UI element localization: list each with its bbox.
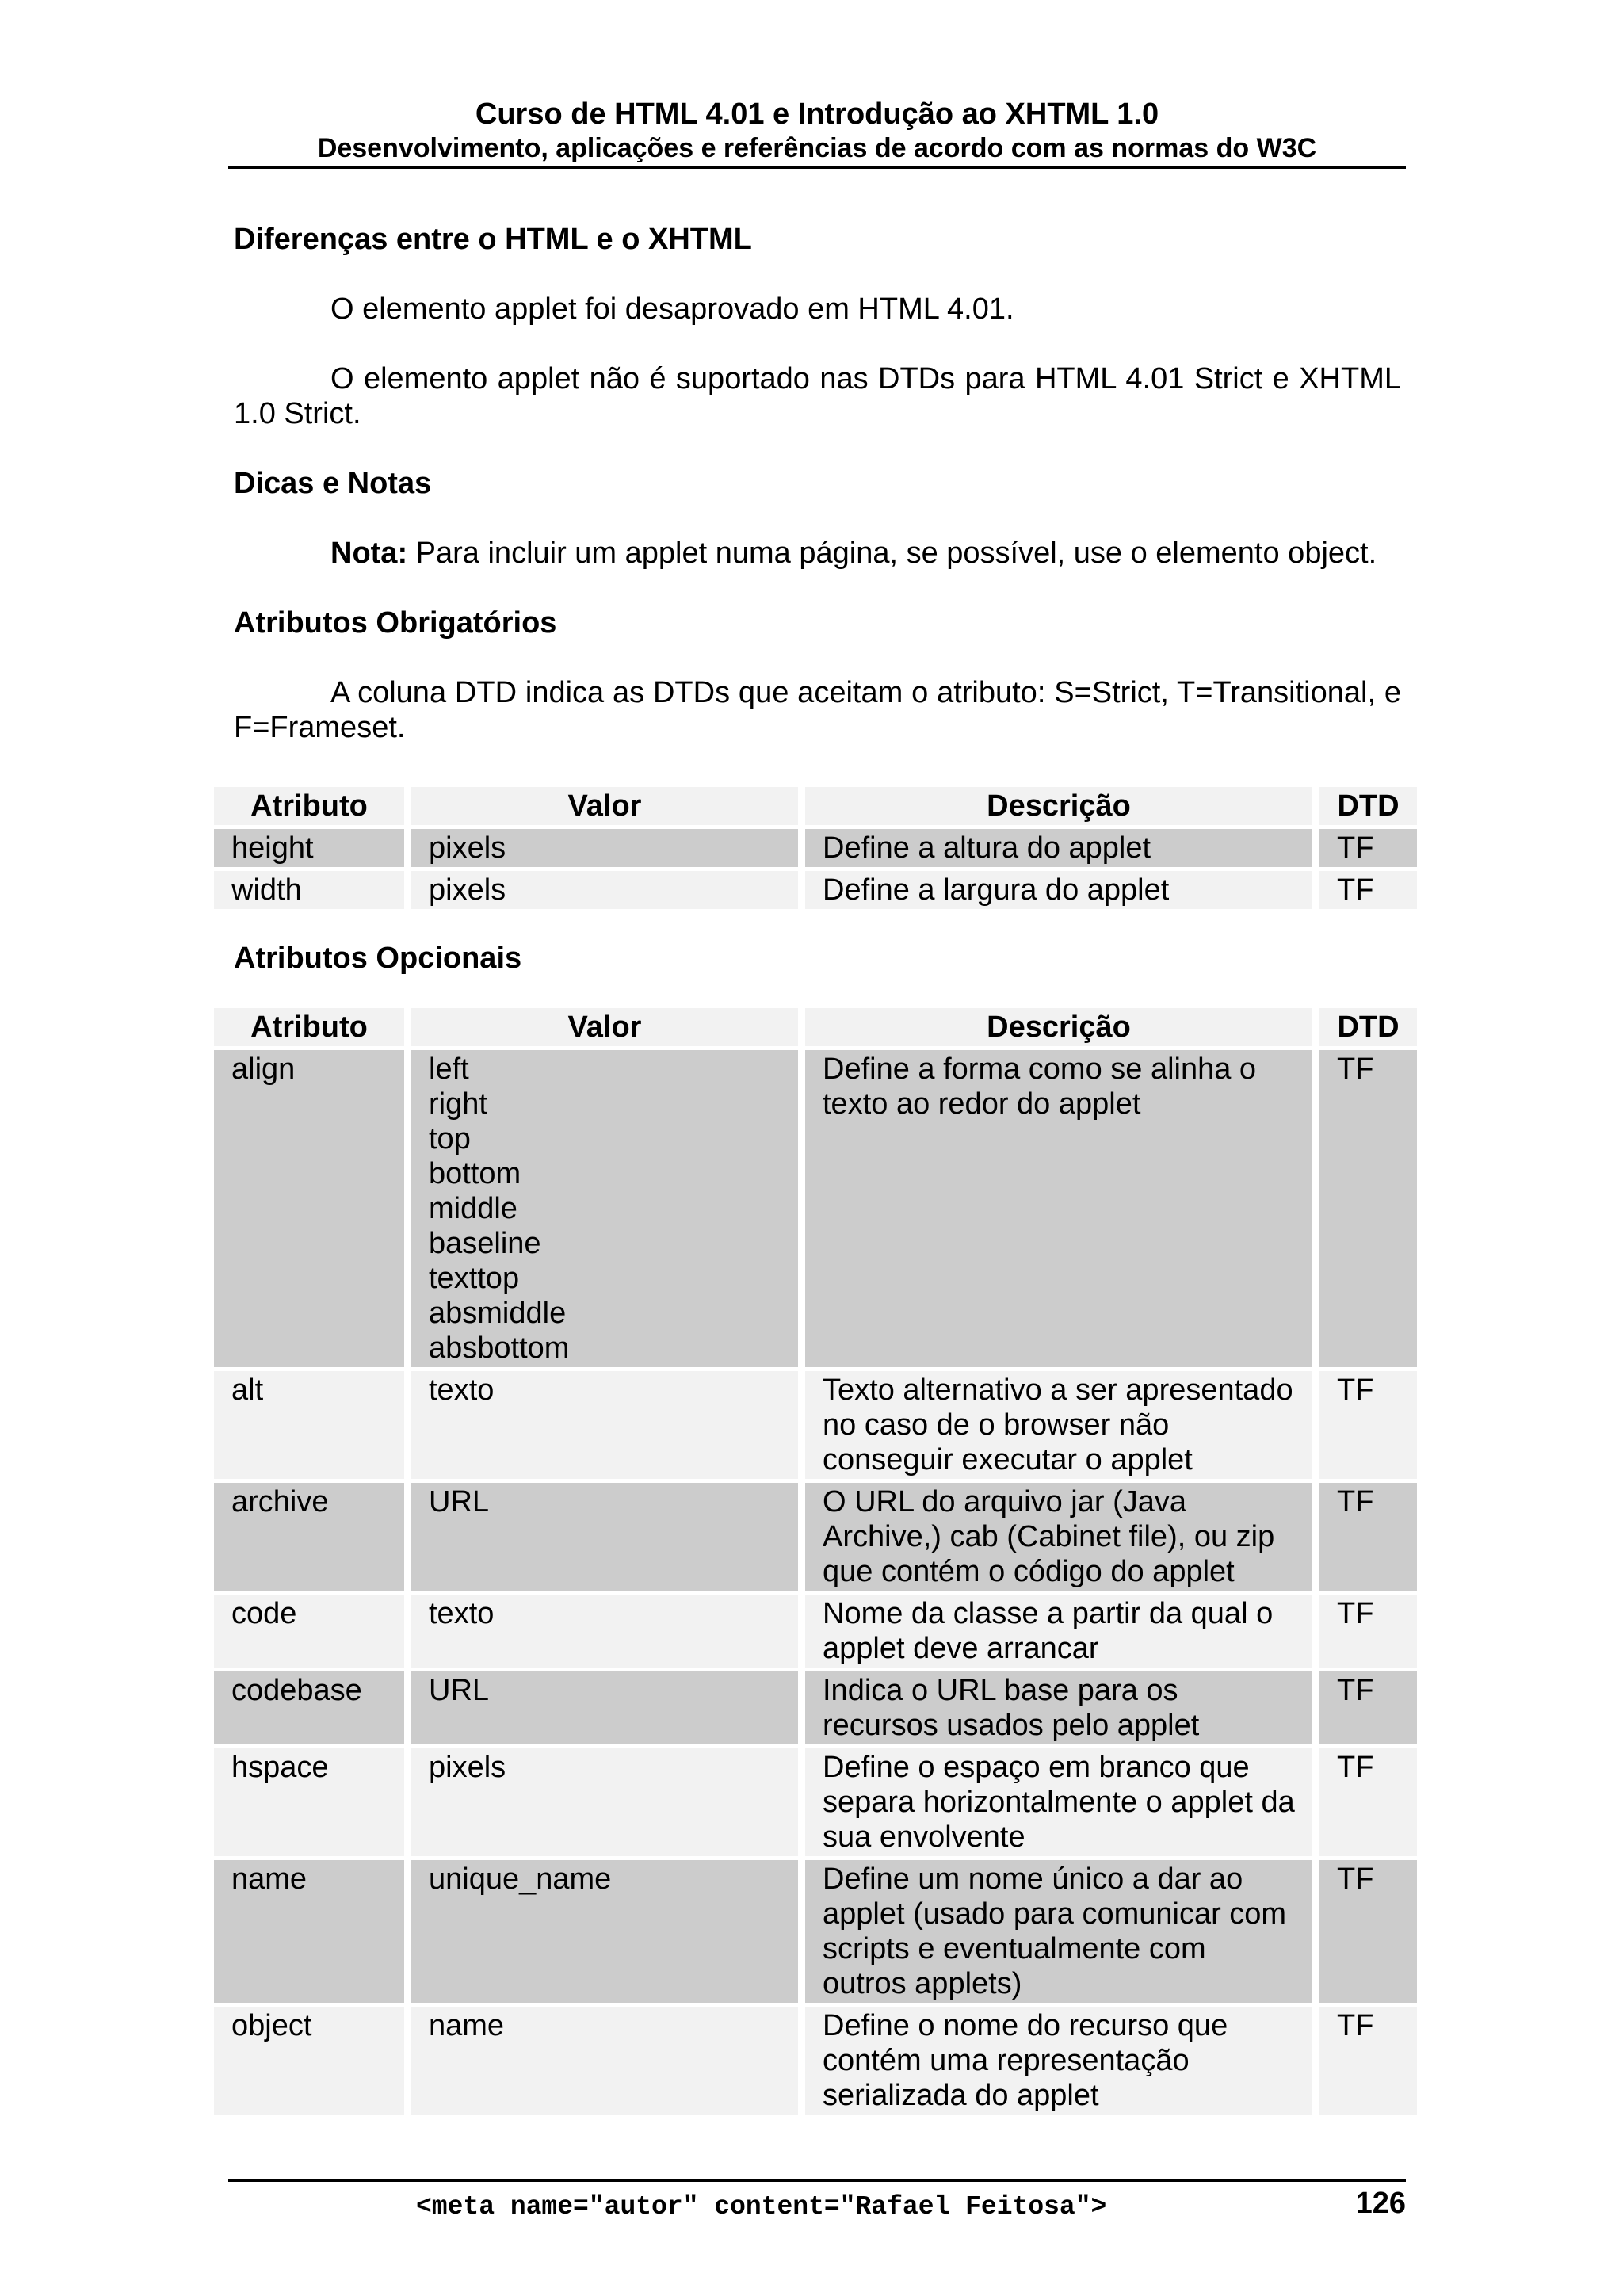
table-row: [214, 1483, 1417, 1591]
column-header: Atributo: [214, 1008, 404, 1046]
column-header: DTD: [1319, 1008, 1417, 1046]
cell-dtd: TF: [1319, 1371, 1417, 1479]
cell-value: pixels: [411, 1748, 798, 1856]
cell-description: Define a largura do applet: [805, 871, 1312, 909]
table-header-row: [214, 787, 1417, 825]
value-item: bottom: [429, 1157, 521, 1190]
value-item: right: [429, 1087, 487, 1121]
cell-description: Define o nome do recurso que contém uma representação serializada do applet: [805, 2007, 1312, 2115]
header-rule: [228, 166, 1406, 169]
value-item: top: [429, 1122, 471, 1156]
cell-attribute: code: [214, 1595, 404, 1668]
cell-dtd: TF: [1319, 1050, 1417, 1367]
cell-dtd: TF: [1319, 1860, 1417, 2003]
table-row: [214, 871, 1417, 909]
cell-dtd: TF: [1319, 1748, 1417, 1856]
value-item: left: [429, 1052, 469, 1086]
cell-attribute: height: [214, 829, 404, 867]
cell-value: URL: [411, 1483, 798, 1591]
cell-attribute: align: [214, 1050, 404, 1367]
cell-description: Define o espaço em branco que separa horizontalmente o applet da sua envolvente: [805, 1748, 1312, 1856]
cell-attribute: codebase: [214, 1671, 404, 1744]
header-title: Curso de HTML 4.01 e Introdução ao XHTML 1.0: [475, 97, 1159, 131]
cell-value: [411, 1050, 798, 1367]
section-heading-differences: Diferenças entre o HTML e o XHTML: [234, 223, 752, 256]
cell-dtd: TF: [1319, 1483, 1417, 1591]
cell-value: name: [411, 2007, 798, 2115]
cell-description: Define a forma como se alinha o texto ao redor do applet: [805, 1050, 1312, 1367]
cell-value: URL: [411, 1671, 798, 1744]
required-attributes-table: [214, 787, 1417, 909]
cell-dtd: TF: [1319, 1671, 1417, 1744]
cell-value: texto: [411, 1595, 798, 1668]
content: [234, 222, 1401, 745]
value-item: middle: [429, 1192, 517, 1225]
value-item: absmiddle: [429, 1297, 567, 1330]
table-row: [214, 829, 1417, 867]
cell-dtd: TF: [1319, 1595, 1417, 1668]
column-header: Atributo: [214, 787, 404, 825]
section-heading-required: Atributos Obrigatórios: [234, 606, 557, 640]
cell-value: pixels: [411, 871, 798, 909]
cell-attribute: alt: [214, 1371, 404, 1479]
table-row: [214, 1371, 1417, 1479]
paragraph-dtd-legend: A coluna DTD indica as DTDs que aceitam o atributo: S=Strict, T=Transitional, e F=Frameset.: [234, 676, 1401, 744]
section-heading-tips: Dicas e Notas: [234, 467, 432, 500]
paragraph-note: [234, 536, 1401, 571]
table-row: [214, 1748, 1417, 1856]
value-item: absbottom: [429, 1331, 570, 1365]
note-label: Nota:: [330, 537, 408, 570]
value-item: baseline: [429, 1227, 541, 1260]
table-row: [214, 1595, 1417, 1668]
column-header: DTD: [1319, 787, 1417, 825]
cell-dtd: TF: [1319, 871, 1417, 909]
cell-value: texto: [411, 1371, 798, 1479]
section-heading-optional: Atributos Opcionais: [234, 942, 522, 975]
column-header: Descrição: [805, 1008, 1312, 1046]
paragraph-deprecated: O elemento applet foi desaprovado em HTML 4.01.: [330, 292, 1014, 326]
table-row: [214, 1671, 1417, 1744]
cell-attribute: name: [214, 1860, 404, 2003]
cell-dtd: TF: [1319, 829, 1417, 867]
cell-dtd: TF: [1319, 2007, 1417, 2115]
header-subtitle: Desenvolvimento, aplicações e referências de acordo com as normas do W3C: [317, 133, 1317, 163]
cell-attribute: hspace: [214, 1748, 404, 1856]
cell-attribute: object: [214, 2007, 404, 2115]
cell-description: Indica o URL base para os recursos usados pelo applet: [805, 1671, 1312, 1744]
column-header: Descrição: [805, 787, 1312, 825]
cell-value: unique_name: [411, 1860, 798, 2003]
cell-description: Define um nome único a dar ao applet (usado para comunicar com scripts e eventualmente com outros applets): [805, 1860, 1312, 2003]
cell-description: Nome da classe a partir da qual o applet deve arrancar: [805, 1595, 1312, 1668]
cell-attribute: archive: [214, 1483, 404, 1591]
optional-attributes-table: [214, 1008, 1417, 2115]
table-row: [214, 1050, 1417, 1367]
column-header: Valor: [411, 1008, 798, 1046]
paragraph-not-supported: O elemento applet não é suportado nas DTDs para HTML 4.01 Strict e XHTML 1.0 Strict.: [234, 362, 1401, 430]
table-row: [214, 1860, 1417, 2003]
cell-attribute: width: [214, 871, 404, 909]
table-header-row: [214, 1008, 1417, 1046]
cell-description: Texto alternativo a ser apresentado no caso de o browser não conseguir executar o applet: [805, 1371, 1312, 1479]
footer-rule: [228, 2179, 1406, 2182]
table-row: [214, 2007, 1417, 2115]
value-item: texttop: [429, 1262, 520, 1295]
footer-meta-code: <meta name="autor" content="Rafael Feitosa">: [416, 2192, 1107, 2222]
note-text: Para incluir um applet numa página, se possível, use o elemento object.: [407, 537, 1377, 570]
cell-value: pixels: [411, 829, 798, 867]
cell-description: Define a altura do applet: [805, 829, 1312, 867]
cell-description: O URL do arquivo jar (Java Archive,) cab (Cabinet file), ou zip que contém o código do applet: [805, 1483, 1312, 1591]
page-number: 126: [1355, 2187, 1406, 2220]
column-header: Valor: [411, 787, 798, 825]
